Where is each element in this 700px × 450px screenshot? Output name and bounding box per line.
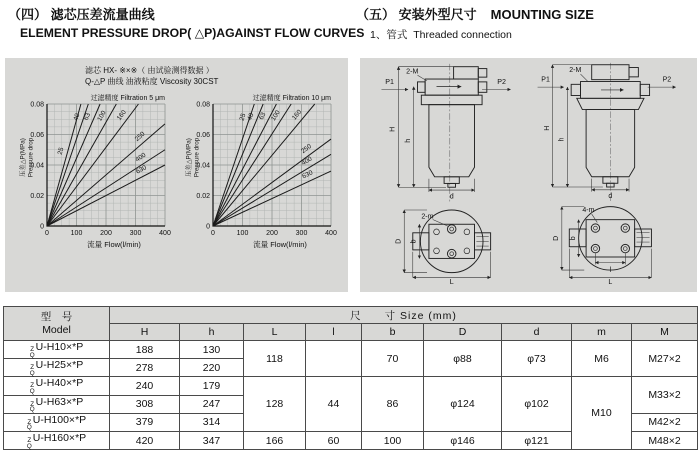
port-right bbox=[478, 82, 487, 92]
x-tick-label: 0 bbox=[211, 230, 215, 237]
dim-cell-D: φ88 bbox=[424, 341, 502, 377]
bolt-top-inner bbox=[450, 227, 454, 231]
section-right-title bbox=[356, 4, 594, 23]
dim-label-H: H bbox=[388, 126, 397, 132]
dim-label-d: d bbox=[449, 192, 454, 201]
curve-label-250: 250 bbox=[133, 130, 147, 143]
model-cell bbox=[4, 341, 110, 359]
model-cell bbox=[4, 377, 110, 395]
mounting-drawing-2m bbox=[370, 61, 522, 285]
dim-cell-L: 118 bbox=[244, 341, 306, 377]
section-right-header bbox=[356, 4, 594, 42]
model-cell bbox=[4, 413, 110, 431]
dim-cell-l bbox=[306, 341, 362, 377]
port-right bbox=[640, 84, 649, 95]
dim-cell-L: 128 bbox=[244, 377, 306, 432]
chart-notes bbox=[85, 65, 348, 87]
y-tick-label: 0.04 bbox=[30, 162, 44, 170]
x-tick-label: 200 bbox=[266, 230, 278, 237]
bolt bbox=[621, 224, 629, 232]
curve-label-25: 25 bbox=[56, 146, 66, 156]
col-header-M: M bbox=[632, 324, 698, 341]
y-tick-label: 0.04 bbox=[196, 162, 210, 170]
dim-cell-h: 179 bbox=[180, 377, 244, 395]
curve-label-250: 250 bbox=[300, 143, 313, 156]
dim-label-p2: P2 bbox=[662, 76, 672, 84]
curve-label-63: 63 bbox=[82, 111, 93, 122]
chart-5um-wrap bbox=[21, 88, 171, 261]
dim-cell-h: 314 bbox=[180, 413, 244, 431]
indicator-knob bbox=[629, 68, 638, 77]
bolt-inner bbox=[594, 226, 598, 230]
dimension-table bbox=[3, 306, 698, 450]
dim-cell-D: φ146 bbox=[424, 431, 502, 449]
dim-label-h: h bbox=[558, 137, 566, 142]
dim-cell-D: φ124 bbox=[424, 377, 502, 432]
dim-cell-H: 188 bbox=[110, 341, 180, 359]
model-name: U-H10×*P bbox=[35, 341, 84, 353]
y-tick-label: 0 bbox=[206, 223, 210, 231]
chart-note-line2: Q-△P 曲线 油液粘度 Viscosity 30CST bbox=[85, 77, 219, 86]
dim-cell-l: 44 bbox=[306, 377, 362, 432]
model-prefix-z: Z bbox=[30, 400, 35, 408]
mounting-drawings-panel bbox=[360, 58, 697, 292]
col-header-L: L bbox=[244, 324, 306, 341]
bolt bbox=[621, 244, 629, 252]
x-tick-label: 300 bbox=[295, 230, 308, 237]
model-header-en: Model bbox=[42, 323, 71, 336]
y-axis-label-zh: 压差△P(MPa) bbox=[19, 138, 27, 177]
pressure-drop-chart-10um bbox=[187, 88, 337, 261]
model-prefix-q: Q bbox=[26, 442, 32, 450]
model-name: U-H25×*P bbox=[35, 359, 84, 372]
bolt bbox=[591, 224, 599, 232]
dim-cell-M: M48×2 bbox=[632, 431, 698, 449]
model-prefix-q: Q bbox=[29, 369, 35, 377]
front-view bbox=[538, 63, 676, 201]
col-header-D: D bbox=[424, 324, 502, 341]
model-name: U-H160×*P bbox=[32, 431, 87, 444]
x-tick-label: 100 bbox=[70, 230, 83, 237]
model-name: U-H40×*P bbox=[35, 377, 84, 390]
model-cell bbox=[4, 431, 110, 449]
model-column-header bbox=[4, 307, 110, 341]
chart-svg bbox=[21, 88, 171, 256]
drain-nut bbox=[444, 177, 459, 184]
collar bbox=[421, 95, 482, 104]
size-header: 尺 寸 Size (mm) bbox=[110, 307, 698, 324]
curve-label-160: 160 bbox=[290, 108, 304, 122]
curve-label-100: 100 bbox=[96, 109, 108, 123]
dim-label-2M: 2-M bbox=[569, 67, 582, 75]
filter-bowl bbox=[429, 105, 475, 177]
dim-cell-H: 240 bbox=[110, 377, 180, 395]
curve-label-160: 160 bbox=[115, 108, 128, 122]
section-right-subtitle bbox=[370, 27, 594, 42]
dim-label-H: H bbox=[543, 125, 551, 131]
leader-2M bbox=[581, 74, 588, 81]
y-tick-label: 0.06 bbox=[30, 132, 44, 139]
filter-head bbox=[425, 79, 478, 95]
chart-svg bbox=[187, 88, 337, 256]
col-header-l: l bbox=[306, 324, 362, 341]
mounting-drawing-4m bbox=[530, 61, 687, 285]
bolt-inner bbox=[594, 247, 598, 251]
curve-label-630: 630 bbox=[134, 164, 148, 176]
hole bbox=[434, 229, 440, 235]
subtitle-en: Threaded connection bbox=[413, 29, 512, 41]
col-header-m: m bbox=[572, 324, 632, 341]
dim-cell-M: M27×2 bbox=[632, 341, 698, 377]
dim-label-p1: P1 bbox=[385, 77, 394, 86]
dim-cell-d: φ121 bbox=[502, 431, 572, 449]
y-tick-label: 0 bbox=[40, 223, 44, 231]
dim-label-L: L bbox=[449, 278, 454, 287]
dim-cell-d: φ73 bbox=[502, 341, 572, 377]
mount-plate bbox=[586, 220, 635, 257]
y-tick-label: 0.02 bbox=[30, 193, 44, 200]
flange-circle bbox=[579, 207, 642, 270]
leader-2M bbox=[418, 75, 427, 81]
x-tick-label: 400 bbox=[159, 230, 171, 237]
dim-cell-H: 278 bbox=[110, 359, 180, 377]
dim-label-b: b bbox=[569, 236, 577, 241]
filter-bowl bbox=[586, 110, 635, 177]
port-left bbox=[571, 84, 580, 95]
subtitle-zh: 1、管式 bbox=[370, 29, 408, 41]
port-left bbox=[418, 82, 426, 92]
dim-cell-h: 220 bbox=[180, 359, 244, 377]
model-prefix-z: Z bbox=[27, 418, 32, 426]
model-cell bbox=[4, 359, 110, 377]
x-axis-title: 流量 Flow(l/min) bbox=[253, 240, 307, 249]
dim-label-l: l bbox=[609, 266, 612, 274]
section-left-title-zh: （四） 滤芯压差流量曲线 bbox=[8, 7, 155, 22]
model-prefix-z: Z bbox=[30, 346, 35, 353]
dim-label-4m: 4-m bbox=[582, 207, 595, 215]
dim-label-D: D bbox=[553, 235, 561, 241]
bottom-view bbox=[553, 207, 651, 286]
dim-label-2M: 2-M bbox=[406, 67, 419, 76]
y-axis-label bbox=[186, 117, 201, 199]
model-name: U-H63×*P bbox=[35, 395, 84, 408]
model-prefix-z: Z bbox=[30, 364, 35, 372]
bolt-inner bbox=[623, 226, 627, 230]
col-header-h: h bbox=[180, 324, 244, 341]
col-header-H: H bbox=[110, 324, 180, 341]
model-prefix-q: Q bbox=[29, 387, 35, 395]
indicator-body bbox=[454, 67, 479, 79]
curve-label-25: 25 bbox=[238, 112, 248, 122]
dim-cell-M: M42×2 bbox=[632, 413, 698, 431]
indicator-knob bbox=[478, 69, 487, 78]
dim-cell-L: 166 bbox=[244, 431, 306, 449]
curve-label-100: 100 bbox=[270, 109, 282, 123]
leader-2m bbox=[433, 220, 448, 227]
dim-label-p2: P2 bbox=[497, 77, 506, 86]
front-view bbox=[381, 64, 510, 202]
pressure-drop-chart-5um bbox=[21, 88, 171, 261]
hole bbox=[464, 229, 470, 235]
dim-label-L: L bbox=[608, 279, 613, 287]
curve-label-40: 40 bbox=[72, 112, 82, 122]
dim-cell-b: 100 bbox=[362, 431, 424, 449]
charts-panel bbox=[5, 58, 348, 292]
model-cell bbox=[4, 395, 110, 413]
dim-cell-h: 130 bbox=[180, 341, 244, 359]
bottom-view bbox=[394, 210, 490, 286]
x-tick-label: 0 bbox=[45, 230, 49, 237]
section-left-title-en: ELEMENT PRESSURE DROP( △P)AGAINST FLOW CURVES bbox=[20, 26, 365, 40]
hole bbox=[434, 248, 440, 254]
curve-label-630: 630 bbox=[301, 169, 315, 181]
dim-label-h: h bbox=[403, 138, 412, 143]
dim-cell-l: 60 bbox=[306, 431, 362, 449]
chart-note-line1: 滤芯 HX- ※×※（ 由试验测得数据 ） bbox=[85, 66, 214, 75]
x-tick-label: 300 bbox=[129, 230, 142, 237]
dim-label-d: d bbox=[608, 193, 613, 201]
bolt-top bbox=[447, 225, 456, 234]
curve-label-400: 400 bbox=[134, 151, 148, 164]
model-prefix-q: Q bbox=[29, 406, 35, 414]
bolt-bottom bbox=[447, 249, 456, 258]
col-header-b: b bbox=[362, 324, 424, 341]
chart-caption: 过滤精度 Filtration 10 μm bbox=[252, 95, 331, 102]
dim-cell-M: M33×2 bbox=[632, 377, 698, 413]
curve-label-40: 40 bbox=[246, 112, 256, 122]
curve-label-400: 400 bbox=[300, 155, 314, 168]
bolt bbox=[591, 244, 599, 252]
dim-cell-H: 379 bbox=[110, 413, 180, 431]
curve-label-63: 63 bbox=[257, 111, 268, 122]
y-axis-label-en: Pressure drop bbox=[27, 137, 34, 178]
leader-4m bbox=[592, 214, 598, 222]
x-tick-label: 100 bbox=[236, 230, 249, 237]
hole bbox=[464, 248, 470, 254]
x-tick-label: 400 bbox=[325, 230, 337, 237]
x-tick-label: 200 bbox=[100, 230, 112, 237]
model-prefix-z: Z bbox=[30, 382, 35, 390]
y-axis-label-zh: 压差△P(MPa) bbox=[185, 138, 193, 177]
side-port-right bbox=[635, 229, 652, 247]
dim-cell-m: M10 bbox=[572, 377, 632, 450]
dim-label-b: b bbox=[409, 239, 418, 244]
dim-cell-H: 420 bbox=[110, 431, 180, 449]
dim-cell-m: M6 bbox=[572, 341, 632, 377]
bolt-bottom-inner bbox=[450, 252, 454, 256]
model-prefix-q: Q bbox=[26, 424, 32, 432]
section-right-title-zh: （五） 安装外型尺寸 bbox=[356, 7, 477, 22]
model-header-zh: 型 号 bbox=[40, 311, 73, 323]
dim-cell-b: 86 bbox=[362, 377, 424, 432]
dim-label-p1: P1 bbox=[541, 76, 550, 84]
chart-10um-wrap bbox=[187, 88, 337, 261]
table-row bbox=[4, 377, 698, 395]
dim-cell-H: 308 bbox=[110, 395, 180, 413]
dim-label-D: D bbox=[394, 238, 403, 244]
bolt-inner bbox=[623, 247, 627, 251]
y-tick-label: 0.08 bbox=[30, 101, 44, 109]
y-tick-label: 0.06 bbox=[196, 132, 210, 139]
y-axis-label bbox=[20, 117, 35, 199]
y-tick-label: 0.02 bbox=[196, 193, 210, 200]
drain-tip bbox=[448, 183, 456, 187]
section-left-header bbox=[8, 4, 364, 40]
section-right-title-en: MOUNTING SIZE bbox=[490, 7, 594, 22]
dim-cell-b: 70 bbox=[362, 341, 424, 377]
table-row bbox=[4, 341, 698, 359]
x-axis-title: 流量 Flow(l/min) bbox=[87, 240, 141, 249]
model-prefix-z: Z bbox=[27, 436, 32, 444]
charts-row bbox=[5, 88, 348, 261]
dim-cell-h: 247 bbox=[180, 395, 244, 413]
model-name: U-H100×*P bbox=[32, 413, 87, 426]
y-axis-label-en: Pressure drop bbox=[193, 137, 200, 178]
y-tick-label: 0.08 bbox=[196, 101, 210, 109]
dim-cell-h: 347 bbox=[180, 431, 244, 449]
dim-label-2m: 2-m bbox=[421, 212, 434, 221]
dim-cell-d: φ102 bbox=[502, 377, 572, 432]
model-prefix-q: Q bbox=[29, 351, 35, 359]
col-header-d: d bbox=[502, 324, 572, 341]
chart-caption: 过滤精度 Filtration 5 μm bbox=[90, 95, 165, 102]
